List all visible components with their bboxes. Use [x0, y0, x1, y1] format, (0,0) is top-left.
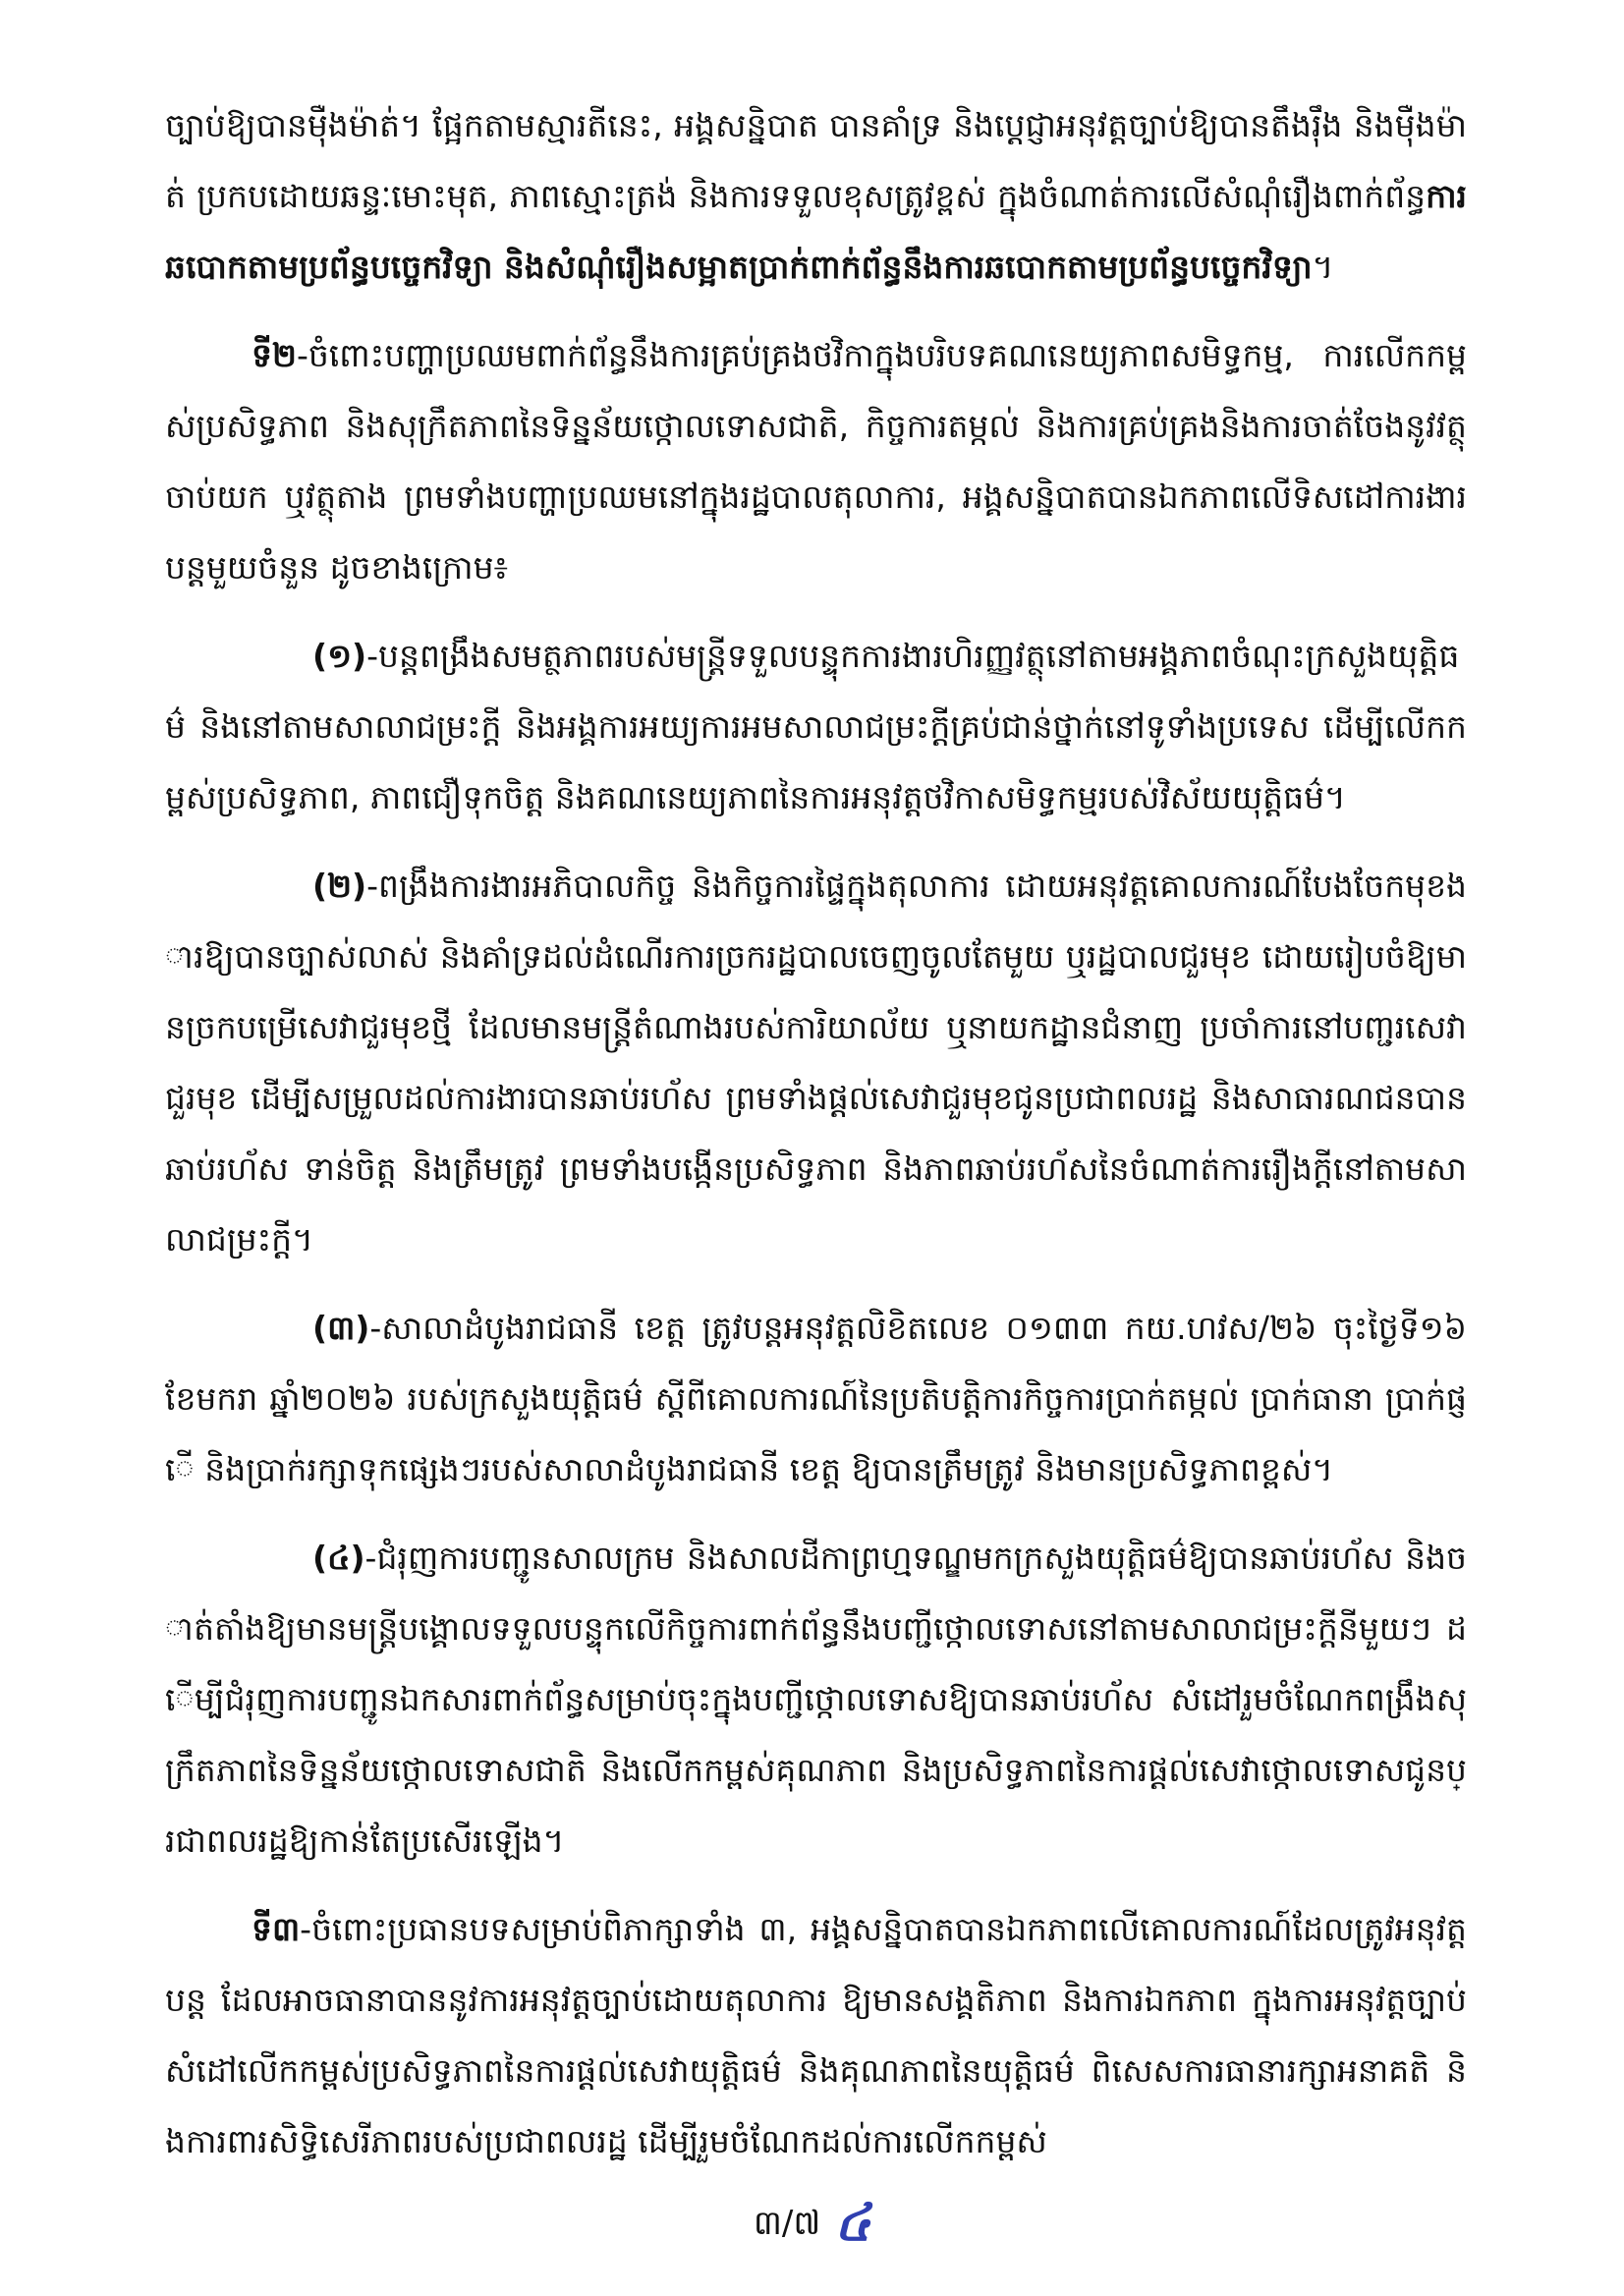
- bold-phrase: ការឆបោកតាមប្រព័ន្ធបច្ចេកវិទ្យា និងសំណុំរឿងសម្អាតប្រាក់ពាក់ព័ន្ធនឹងការឆបោកតាមប្រព័ន្ធបច្ចេកវិទ្យា: [165, 177, 1467, 286]
- paragraph-text: ច្បាប់ឱ្យបានម៉ឺងម៉ាត់។ ផ្អែកតាមស្មារតីនេះ, អង្គសន្និបាត បានគាំទ្រ និងប្ដេជ្ញាអនុវត្តច្បាប់ឱ្យបានតឹងរ៉ឹង និងម៉ឺងម៉ាត់ ប្រកបដោយឆន្ទៈមោះមុត, ភាពស្មោះត្រង់ និងការទទួលខុសត្រូវខ្ពស់ ក្នុងចំណាត់ការលើសំណុំរឿងពាក់ព័ន្ធ: [165, 106, 1467, 215]
- section-3-heading: ទី៣: [252, 1910, 301, 1948]
- page-number: ៣/៧: [753, 2204, 821, 2243]
- list-item-1-text: -បន្តពង្រឹងសមត្ថភាពរបស់មន្ត្រីទទួលបន្ទុកការងារហិរញ្ញវត្ថុនៅតាមអង្គភាពចំណុះក្រសួងយុត្តិធម៌ និងនៅតាមសាលាជម្រះក្ដី និងអង្គការអយ្យការអមសាលាជម្រះក្ដីគ្រប់ជាន់ថ្នាក់នៅទូទាំងប្រទេស ដើម្បីលើកកម្ពស់ប្រសិទ្ធភាព, ភាពជឿទុកចិត្ត និងគណនេយ្យភាពនៃការអនុវត្តថវិកាសមិទ្ធកម្មរបស់វិស័យយុត្តិធម៌។: [165, 637, 1467, 816]
- list-item-2: [165, 851, 1467, 1275]
- section-2-heading: ទី២: [252, 336, 297, 374]
- section-3-text: -ចំពោះប្រធានបទសម្រាប់ពិភាក្សាទាំង ៣, អង្គសន្និបាតបានឯកភាពលើគោលការណ៍ដែលត្រូវអនុវត្តបន្ត ដែលអាចធានាបាននូវការអនុវត្តច្បាប់ដោយតុលាការ ឱ្យមានសង្គតិភាព និងការឯកភាព ក្នុងការអនុវត្តច្បាប់ សំដៅលើកកម្ពស់ប្រសិទ្ធភាពនៃការផ្ដល់សេវាយុត្តិធម៌ និងគុណភាពនៃយុត្តិធម៌ ពិសេសការធានារក្សាអនាគតិ និងការពារសិទ្ធិសេរីភាពរបស់ប្រជាពលរដ្ឋ ដើម្បីរួមចំណែកដល់ការលើកកម្ពស់: [165, 1910, 1467, 2160]
- paragraph-continuation: [165, 90, 1467, 303]
- list-item-3-text: -សាលាដំបូងរាជធានី ខេត្ត ត្រូវបន្តអនុវត្តលិខិតលេខ ០១៣៣ កយ.ហវស/២៦ ចុះថ្ងៃទី១៦ ខែមករា ឆ្នាំ២០២៦ របស់ក្រសួងយុត្តិធម៌ ស្ដីពីគោលការណ៍នៃប្រតិបត្តិការកិច្ចការប្រាក់តម្កល់ ប្រាក់ធានា ប្រាក់ផ្ញើ និងប្រាក់រក្សាទុកផ្សេងៗរបស់សាលាដំបូងរាជធានី ខេត្ត ឱ្យបានត្រឹមត្រូវ និងមានប្រសិទ្ធភាពខ្ពស់។: [165, 1309, 1467, 1488]
- list-item-1-number: (១): [312, 637, 367, 675]
- section-2-paragraph: [165, 320, 1467, 603]
- page-footer: [0, 2193, 1624, 2253]
- handwritten-initial: ៤: [834, 2193, 871, 2253]
- list-item-4-text: -ជំរុញការបញ្ជូនសាលក្រម និងសាលដីកាព្រហ្មទណ្ឌមកក្រសួងយុត្តិធម៌ឱ្យបានឆាប់រហ័ស និងចាត់តាំងឱ្យមានមន្ត្រីបង្គោលទទួលបន្ទុកលើកិច្ចការពាក់ព័ន្ធនឹងបញ្ជីថ្កោលទោសនៅតាមសាលាជម្រះក្ដីនីមួយៗ ដើម្បីជំរុញការបញ្ជូនឯកសារពាក់ព័ន្ធសម្រាប់ចុះក្នុងបញ្ជីថ្កោលទោសឱ្យបានឆាប់រហ័ស សំដៅរួមចំណែកពង្រឹងសុក្រឹតភាពនៃទិន្នន័យថ្កោលទោសជាតិ និងលើកកម្ពស់គុណភាព និងប្រសិទ្ធភាពនៃការផ្ដល់សេវាថ្កោលទោសជូនប្រជាពលរដ្ឋឱ្យកាន់តែប្រសើរឡើង។: [165, 1539, 1467, 1860]
- section-2-text: -ចំពោះបញ្ហាប្រឈមពាក់ព័ន្ធនឹងការគ្រប់គ្រងថវិកាក្នុងបរិបទគណនេយ្យភាពសមិទ្ធកម្ម, ការលើកកម្ពស់ប្រសិទ្ធភាព និងសុក្រឹតភាពនៃទិន្នន័យថ្កោលទោសជាតិ, កិច្ចការតម្កល់ និងការគ្រប់គ្រងនិងការចាត់ចែងនូវវត្ថុចាប់យក ឬវត្ថុតាង ព្រមទាំងបញ្ហាប្រឈមនៅក្នុងរដ្ឋបាលតុលាការ, អង្គសន្និបាតបានឯកភាពលើទិសដៅការងារបន្តមួយចំនួន ដូចខាងក្រោម៖: [165, 336, 1467, 587]
- list-item-3-number: (៣): [312, 1309, 370, 1347]
- sentence-end: ។: [1312, 248, 1334, 286]
- list-item-3: [165, 1293, 1467, 1505]
- list-item-4: [165, 1523, 1467, 1876]
- section-3-paragraph: [165, 1894, 1467, 2177]
- list-item-2-text: -ពង្រឹងការងារអភិបាលកិច្ច និងកិច្ចការផ្ទៃក្នុងតុលាការ ដោយអនុវត្តគោលការណ៍បែងចែកមុខងារឱ្យបានច្បាស់លាស់ និងគាំទ្រដល់ដំណើរការច្រករដ្ឋបាលចេញចូលតែមួយ ឬរដ្ឋបាលជួរមុខ ដោយរៀបចំឱ្យមានច្រកបម្រើសេវាជួរមុខថ្មី ដែលមានមន្ត្រីតំណាងរបស់ការិយាល័យ ឬនាយកដ្ឋានជំនាញ ប្រចាំការនៅបញ្ជរសេវាជួរមុខ ដើម្បីសម្រួលដល់ការងារបានឆាប់រហ័ស ព្រមទាំងផ្ដល់សេវាជួរមុខជូនប្រជាពលរដ្ឋ និងសាធារណជនបានឆាប់រហ័ស ទាន់ចិត្ត និងត្រឹមត្រូវ ព្រមទាំងបង្កើនប្រសិទ្ធភាព និងភាពឆាប់រហ័សនៃចំណាត់ការរឿងក្ដីនៅតាមសាលាជម្រះក្ដី។: [165, 867, 1467, 1259]
- list-item-2-number: (២): [312, 867, 367, 905]
- list-item-4-number: (៤): [312, 1539, 365, 1577]
- list-item-1: [165, 621, 1467, 833]
